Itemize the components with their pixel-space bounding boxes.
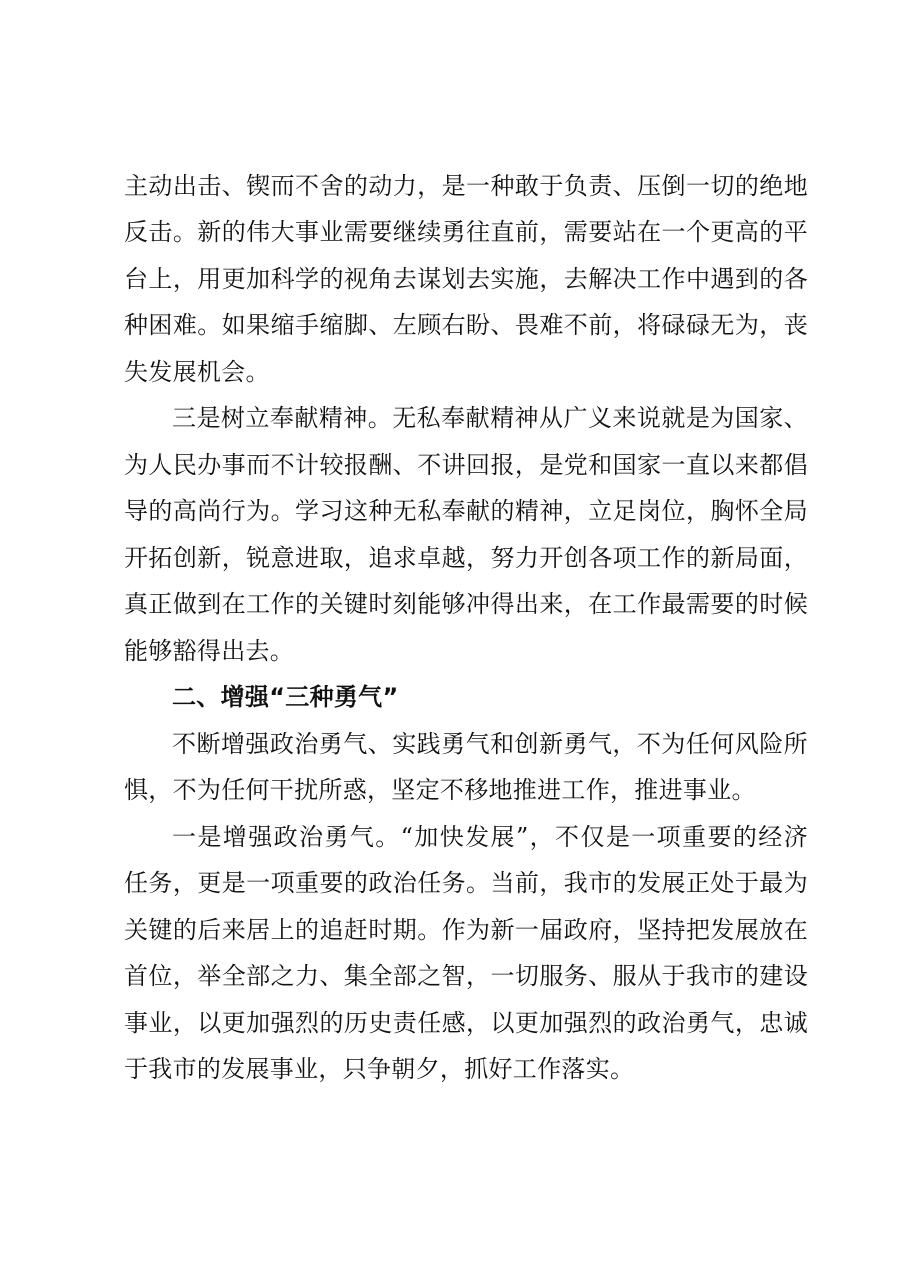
paragraph-line: 导的高尚行为。学习这种无私奉献的精神，立足岗位，胸怀全局 bbox=[124, 497, 808, 525]
paragraph-line: 种困难。如果缩手缩脚、左顾右盼、畏难不前，将碌碌无为，丧 bbox=[124, 311, 808, 339]
paragraph-line: 能够豁得出去。 bbox=[124, 637, 295, 665]
paragraph-line: 关键的后来居上的追赶时期。作为新一届政府，坚持把发展放在 bbox=[124, 916, 808, 944]
paragraph-line: 失发展机会。 bbox=[124, 358, 270, 386]
paragraph-line: 惧，不为任何干扰所惑，坚定不移地推进工作，推进事业。 bbox=[124, 776, 756, 804]
paragraph-line: 事业，以更加强烈的历史责任感，以更加强烈的政治勇气，忠诚 bbox=[124, 1009, 808, 1037]
paragraph-line: 为人民办事而不计较报酬、不讲回报，是党和国家一直以来都倡 bbox=[124, 451, 808, 479]
paragraph-line: 真正做到在工作的关键时刻能够冲得出来，在工作最需要的时候 bbox=[124, 590, 808, 618]
paragraph-line: 不断增强政治勇气、实践勇气和创新勇气，不为任何风险所 bbox=[172, 730, 808, 758]
paragraph-line: 首位，举全部之力、集全部之智，一切服务、服从于我市的建设 bbox=[124, 962, 808, 990]
paragraph-line: 于我市的发展事业，只争朝夕，抓好工作落实。 bbox=[124, 1055, 635, 1083]
paragraph-line: 台上，用更加科学的视角去谋划去实施，去解决工作中遇到的各 bbox=[124, 265, 808, 293]
paragraph-line: 主动出击、锲而不舍的动力，是一种敢于负责、压倒一切的绝地 bbox=[124, 172, 808, 200]
paragraph-line: 反击。新的伟大事业需要继续勇往直前，需要站在一个更高的平 bbox=[124, 218, 808, 246]
paragraph-line: 一是增强政治勇气。“加快发展”，不仅是一项重要的经济 bbox=[172, 823, 808, 851]
paragraph-line: 开拓创新，锐意进取，追求卓越，努力开创各项工作的新局面， bbox=[124, 544, 808, 572]
section-heading: 二、增强“三种勇气” bbox=[172, 683, 399, 711]
paragraph-line: 三是树立奉献精神。无私奉献精神从广义来说就是为国家、 bbox=[172, 404, 808, 432]
paragraph-line: 任务，更是一项重要的政治任务。当前，我市的发展正处于最为 bbox=[124, 869, 808, 897]
